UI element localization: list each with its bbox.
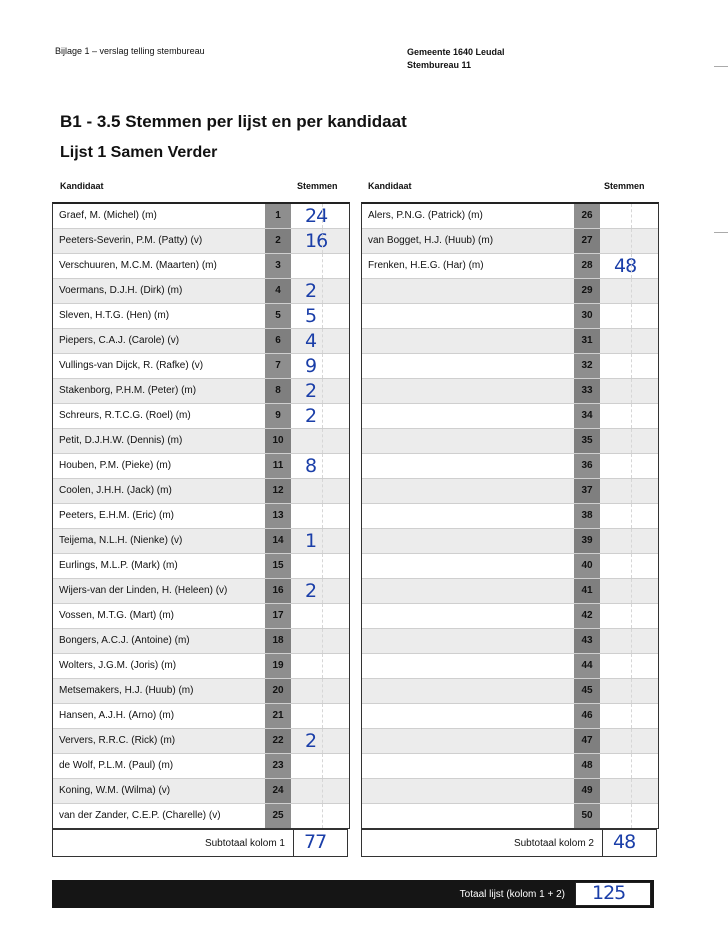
vote-cell[interactable] xyxy=(600,279,658,303)
municipality: Gemeente 1640 Leudal xyxy=(407,47,505,57)
candidate-row xyxy=(53,504,349,529)
vote-cell[interactable] xyxy=(600,404,658,428)
vote-cell[interactable] xyxy=(291,679,349,703)
candidate-name: Wijers-van der Linden, H. (Heleen) (v) xyxy=(59,585,228,596)
candidate-row xyxy=(362,254,658,279)
candidate-number: 17 xyxy=(265,604,291,628)
candidate-name xyxy=(362,379,574,403)
candidate-row xyxy=(362,229,658,254)
candidate-row xyxy=(53,254,349,279)
candidate-row xyxy=(53,554,349,579)
candidate-row xyxy=(53,729,349,754)
candidate-table-left xyxy=(52,202,350,829)
vote-cell[interactable] xyxy=(600,804,658,828)
vote-cell[interactable] xyxy=(291,329,349,353)
vote-count: 24 xyxy=(305,205,328,227)
vote-cell[interactable] xyxy=(291,654,349,678)
vote-cell[interactable] xyxy=(600,229,658,253)
candidate-number: 50 xyxy=(574,804,600,828)
total-bar xyxy=(52,880,654,908)
vote-cell[interactable] xyxy=(600,654,658,678)
candidate-name: Petit, D.J.H.W. (Dennis) (m) xyxy=(59,435,183,446)
candidate-number: 6 xyxy=(265,329,291,353)
candidate-number: 31 xyxy=(574,329,600,353)
vote-cell[interactable] xyxy=(291,379,349,403)
vote-cell[interactable] xyxy=(291,504,349,528)
candidate-row xyxy=(53,704,349,729)
candidate-name: Metsemakers, H.J. (Huub) (m) xyxy=(59,685,194,696)
candidate-number: 47 xyxy=(574,729,600,753)
vote-cell[interactable] xyxy=(291,354,349,378)
candidate-name: Schreurs, R.T.C.G. (Roel) (m) xyxy=(59,410,191,421)
subtotal-col2-value: 48 xyxy=(613,831,636,853)
candidate-number: 27 xyxy=(574,229,600,253)
candidate-number: 28 xyxy=(574,254,600,278)
candidate-name: Stakenborg, P.H.M. (Peter) (m) xyxy=(59,385,197,396)
total-box[interactable] xyxy=(575,882,651,906)
polling-station: Stembureau 11 xyxy=(407,60,472,70)
candidate-number: 33 xyxy=(574,379,600,403)
candidate-number: 37 xyxy=(574,479,600,503)
candidate-number: 3 xyxy=(265,254,291,278)
candidate-number: 32 xyxy=(574,354,600,378)
vote-cell[interactable] xyxy=(291,454,349,478)
vote-cell[interactable] xyxy=(600,729,658,753)
page-edge-mark xyxy=(714,232,728,233)
subtotal-col1-value: 77 xyxy=(304,831,327,853)
vote-count: 2 xyxy=(305,730,317,752)
candidate-name xyxy=(362,679,574,703)
candidate-row xyxy=(362,404,658,429)
candidate-row xyxy=(362,354,658,379)
candidate-row xyxy=(53,379,349,404)
candidate-number: 46 xyxy=(574,704,600,728)
vote-cell[interactable] xyxy=(291,629,349,653)
vote-cell[interactable] xyxy=(291,804,349,828)
candidate-number: 26 xyxy=(574,204,600,228)
candidate-number: 49 xyxy=(574,779,600,803)
candidate-row xyxy=(53,404,349,429)
candidate-number: 5 xyxy=(265,304,291,328)
col-header-candidate-left: Kandidaat xyxy=(60,181,104,191)
candidate-number: 14 xyxy=(265,529,291,553)
vote-cell[interactable] xyxy=(600,779,658,803)
vote-count: 5 xyxy=(305,305,317,327)
vote-cell[interactable] xyxy=(600,604,658,628)
candidate-name: Koning, W.M. (Wilma) (v) xyxy=(59,785,171,796)
candidate-row xyxy=(53,654,349,679)
candidate-row xyxy=(53,629,349,654)
vote-cell[interactable] xyxy=(291,779,349,803)
vote-cell[interactable] xyxy=(291,604,349,628)
candidate-row xyxy=(53,429,349,454)
candidate-row xyxy=(362,604,658,629)
candidate-number: 10 xyxy=(265,429,291,453)
list-title: Lijst 1 Samen Verder xyxy=(60,144,218,161)
vote-count: 2 xyxy=(305,580,317,602)
candidate-name xyxy=(362,704,574,728)
vote-cell[interactable] xyxy=(291,554,349,578)
candidate-number: 4 xyxy=(265,279,291,303)
candidate-name xyxy=(362,454,574,478)
candidate-number: 29 xyxy=(574,279,600,303)
vote-cell[interactable] xyxy=(291,254,349,278)
vote-cell[interactable] xyxy=(600,629,658,653)
candidate-row xyxy=(53,804,349,828)
candidate-name: Vossen, M.T.G. (Mart) (m) xyxy=(59,610,175,621)
candidate-row xyxy=(362,554,658,579)
candidate-name: Voermans, D.J.H. (Dirk) (m) xyxy=(59,285,183,296)
candidate-row xyxy=(362,504,658,529)
candidate-row xyxy=(53,204,349,229)
candidate-name: Verschuuren, M.C.M. (Maarten) (m) xyxy=(59,260,217,271)
candidate-row xyxy=(362,629,658,654)
vote-cell[interactable] xyxy=(600,554,658,578)
candidate-name xyxy=(362,504,574,528)
candidate-name xyxy=(362,529,574,553)
candidate-name xyxy=(362,404,574,428)
candidate-name: Coolen, J.H.H. (Jack) (m) xyxy=(59,485,172,496)
candidate-name xyxy=(362,279,574,303)
candidate-number: 1 xyxy=(265,204,291,228)
candidate-number: 20 xyxy=(265,679,291,703)
candidate-row xyxy=(362,429,658,454)
candidate-number: 41 xyxy=(574,579,600,603)
vote-cell[interactable] xyxy=(291,429,349,453)
candidate-number: 34 xyxy=(574,404,600,428)
candidate-name: Houben, P.M. (Pieke) (m) xyxy=(59,460,172,471)
vote-cell[interactable] xyxy=(600,329,658,353)
candidate-name xyxy=(362,629,574,653)
candidate-row xyxy=(362,679,658,704)
candidate-row xyxy=(53,779,349,804)
candidate-number: 25 xyxy=(265,804,291,828)
candidate-name: Sleven, H.T.G. (Hen) (m) xyxy=(59,310,170,321)
vote-cell[interactable] xyxy=(600,379,658,403)
candidate-name: Vullings-van Dijck, R. (Rafke) (v) xyxy=(59,360,204,371)
vote-cell[interactable] xyxy=(600,754,658,778)
candidate-number: 15 xyxy=(265,554,291,578)
vote-cell[interactable] xyxy=(600,704,658,728)
candidate-row xyxy=(53,354,349,379)
vote-cell[interactable] xyxy=(291,304,349,328)
candidate-row xyxy=(53,454,349,479)
candidate-name xyxy=(362,754,574,778)
candidate-number: 23 xyxy=(265,754,291,778)
vote-cell[interactable] xyxy=(600,479,658,503)
vote-cell[interactable] xyxy=(600,504,658,528)
candidate-name xyxy=(362,779,574,803)
candidate-row xyxy=(362,529,658,554)
candidate-row xyxy=(362,279,658,304)
candidate-number: 45 xyxy=(574,679,600,703)
candidate-row xyxy=(53,754,349,779)
candidate-name xyxy=(362,804,574,828)
vote-count: 48 xyxy=(614,255,637,277)
candidate-row xyxy=(362,479,658,504)
candidate-name: de Wolf, P.L.M. (Paul) (m) xyxy=(59,760,174,771)
header-right xyxy=(407,46,505,72)
candidate-table-right xyxy=(361,202,659,829)
vote-count: 16 xyxy=(305,230,328,252)
vote-cell[interactable] xyxy=(291,704,349,728)
candidate-name xyxy=(362,654,574,678)
candidate-row xyxy=(362,329,658,354)
vote-count: 8 xyxy=(305,455,317,477)
candidate-name: Hansen, A.J.H. (Arno) (m) xyxy=(59,710,175,721)
candidate-row xyxy=(362,654,658,679)
candidate-number: 39 xyxy=(574,529,600,553)
vote-cell[interactable] xyxy=(291,229,349,253)
candidate-row xyxy=(53,304,349,329)
vote-cell[interactable] xyxy=(291,279,349,303)
candidate-name xyxy=(362,479,574,503)
total-label: Totaal lijst (kolom 1 + 2) xyxy=(459,888,565,900)
vote-cell[interactable] xyxy=(291,479,349,503)
candidate-row xyxy=(362,779,658,804)
page-title: B1 - 3.5 Stemmen per lijst en per kandidaat xyxy=(60,112,407,131)
candidate-name xyxy=(362,729,574,753)
candidate-row xyxy=(53,229,349,254)
candidate-number: 44 xyxy=(574,654,600,678)
candidate-number: 22 xyxy=(265,729,291,753)
candidate-name: Alers, P.N.G. (Patrick) (m) xyxy=(368,210,483,221)
total-value: 125 xyxy=(592,882,626,904)
candidate-number: 36 xyxy=(574,454,600,478)
candidate-row xyxy=(362,204,658,229)
candidate-number: 16 xyxy=(265,579,291,603)
candidate-name: Bongers, A.C.J. (Antoine) (m) xyxy=(59,635,190,646)
candidate-number: 8 xyxy=(265,379,291,403)
candidate-name: Peeters, E.H.M. (Eric) (m) xyxy=(59,510,175,521)
candidate-number: 35 xyxy=(574,429,600,453)
candidate-name: Eurlings, M.L.P. (Mark) (m) xyxy=(59,560,178,571)
candidate-number: 9 xyxy=(265,404,291,428)
candidate-name xyxy=(362,429,574,453)
candidate-row xyxy=(362,804,658,828)
vote-cell[interactable] xyxy=(600,354,658,378)
candidate-name xyxy=(362,329,574,353)
candidate-number: 30 xyxy=(574,304,600,328)
candidate-row xyxy=(362,304,658,329)
header-left: Bijlage 1 – verslag telling stembureau xyxy=(55,46,205,56)
candidate-number: 43 xyxy=(574,629,600,653)
vote-count: 9 xyxy=(305,355,317,377)
candidate-row xyxy=(53,579,349,604)
candidate-name xyxy=(362,554,574,578)
subtotal-col2 xyxy=(361,829,657,857)
candidate-number: 7 xyxy=(265,354,291,378)
subtotal-col1 xyxy=(52,829,348,857)
candidate-number: 2 xyxy=(265,229,291,253)
candidate-name: Wolters, J.G.M. (Joris) (m) xyxy=(59,660,177,671)
vote-count: 1 xyxy=(305,530,317,552)
candidate-name: Frenken, H.E.G. (Har) (m) xyxy=(368,260,484,271)
vote-cell[interactable] xyxy=(291,529,349,553)
vote-count: 2 xyxy=(305,405,317,427)
candidate-number: 40 xyxy=(574,554,600,578)
candidate-name: Peeters-Severin, P.M. (Patty) (v) xyxy=(59,235,203,246)
candidate-number: 12 xyxy=(265,479,291,503)
vote-cell[interactable] xyxy=(600,429,658,453)
candidate-row xyxy=(362,379,658,404)
subtotal-col2-box[interactable] xyxy=(602,830,656,856)
candidate-name: Teijema, N.L.H. (Nienke) (v) xyxy=(59,535,183,546)
candidate-number: 38 xyxy=(574,504,600,528)
vote-cell[interactable] xyxy=(291,729,349,753)
candidate-row xyxy=(53,329,349,354)
col-header-votes-right: Stemmen xyxy=(604,181,645,191)
candidate-row xyxy=(362,754,658,779)
vote-cell[interactable] xyxy=(600,679,658,703)
candidate-row xyxy=(53,604,349,629)
subtotal-col2-label: Subtotaal kolom 2 xyxy=(513,837,594,849)
vote-cell[interactable] xyxy=(600,254,658,278)
candidate-name: van Bogget, H.J. (Huub) (m) xyxy=(368,235,494,246)
candidate-name: Ververs, R.R.C. (Rick) (m) xyxy=(59,735,176,746)
candidate-row xyxy=(53,529,349,554)
candidate-name xyxy=(362,354,574,378)
subtotal-col1-box[interactable] xyxy=(293,830,347,856)
col-header-candidate-right: Kandidaat xyxy=(368,181,412,191)
candidate-number: 48 xyxy=(574,754,600,778)
candidate-number: 21 xyxy=(265,704,291,728)
candidate-number: 19 xyxy=(265,654,291,678)
vote-cell[interactable] xyxy=(291,404,349,428)
vote-cell[interactable] xyxy=(600,304,658,328)
candidate-number: 24 xyxy=(265,779,291,803)
candidate-row xyxy=(362,729,658,754)
candidate-row xyxy=(53,479,349,504)
candidate-name xyxy=(362,579,574,603)
vote-count: 4 xyxy=(305,330,317,352)
candidate-number: 13 xyxy=(265,504,291,528)
vote-cell[interactable] xyxy=(600,454,658,478)
candidate-row xyxy=(362,704,658,729)
subtotal-col1-label: Subtotaal kolom 1 xyxy=(204,837,285,849)
vote-cell[interactable] xyxy=(600,204,658,228)
candidate-row xyxy=(53,679,349,704)
page-edge-mark xyxy=(714,66,728,67)
candidate-name: Piepers, C.A.J. (Carole) (v) xyxy=(59,335,180,346)
vote-cell[interactable] xyxy=(600,529,658,553)
candidate-name: Graef, M. (Michel) (m) xyxy=(59,210,157,221)
candidate-name xyxy=(362,604,574,628)
vote-cell[interactable] xyxy=(291,204,349,228)
candidate-name xyxy=(362,304,574,328)
candidate-row xyxy=(362,454,658,479)
vote-cell[interactable] xyxy=(291,579,349,603)
candidate-row xyxy=(53,279,349,304)
vote-count: 2 xyxy=(305,280,317,302)
candidate-number: 11 xyxy=(265,454,291,478)
col-header-votes-left: Stemmen xyxy=(297,181,338,191)
candidate-number: 42 xyxy=(574,604,600,628)
candidate-name: van der Zander, C.E.P. (Charelle) (v) xyxy=(59,810,221,821)
candidate-number: 18 xyxy=(265,629,291,653)
candidate-row xyxy=(362,579,658,604)
vote-count: 2 xyxy=(305,380,317,402)
vote-cell[interactable] xyxy=(291,754,349,778)
vote-cell[interactable] xyxy=(600,579,658,603)
